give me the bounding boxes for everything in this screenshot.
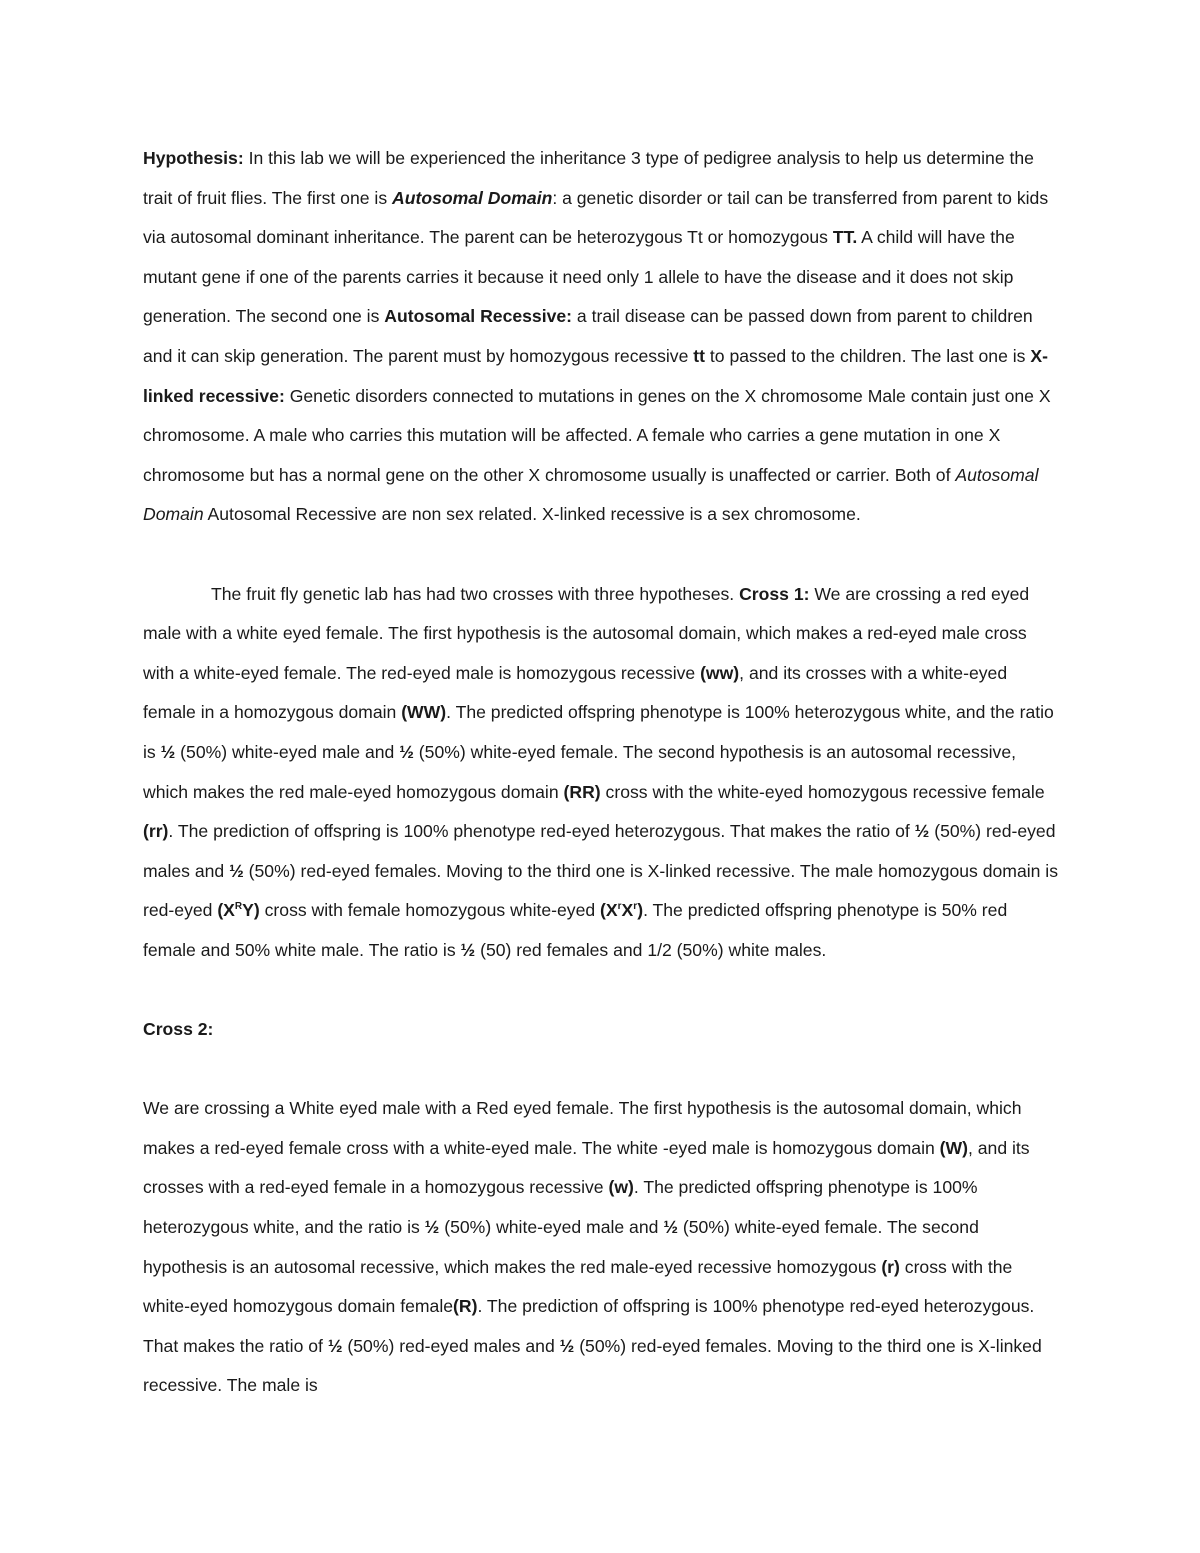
text-run: . The prediction of offspring is 100% phenotype red-eyed heterozygous. That makes the ratio of xyxy=(168,821,915,842)
text-run: (50%) red-eyed males and xyxy=(342,1335,560,1356)
text-run: cross with the white-eyed homozygous domain female xyxy=(143,1256,1013,1317)
genotype-part: Y) xyxy=(242,900,260,921)
text-run: (50%) white-eyed female. The second hypothesis is an autosomal recessive, which makes the red male-eyed recessive homozygous xyxy=(143,1217,979,1277)
hypothesis-paragraph xyxy=(143,139,1060,535)
ratio-half: ½ xyxy=(914,821,930,842)
text-run: to passed to the children. The last one is xyxy=(705,345,1031,366)
text-run: . The prediction of offspring is 100% phenotype red-eyed heterozygous. That makes the ratio of xyxy=(143,1296,1035,1356)
ratio-half: ½ xyxy=(460,939,476,960)
autosomal-domain-term: Autosomal Domain xyxy=(392,187,553,208)
genotype-superscript: r xyxy=(617,901,622,913)
text-run: (50%) red-eyed females. Moving to the third one is X-linked recessive. The male homozygous domain is red-eyed xyxy=(143,860,1059,921)
genotype-r-lower: (r) xyxy=(881,1256,900,1277)
text-run: a trail disease can be passed down from parent to children and it can skip generation. The parent must by homozygous recessive xyxy=(143,306,1033,366)
genotype-ww-lower: (ww) xyxy=(700,662,740,683)
text-run: Autosomal Recessive are non sex related. X-linked recessive is a sex chromosome. xyxy=(203,504,861,525)
cross2-heading: Cross 2: xyxy=(143,1019,214,1040)
ratio-half: ½ xyxy=(663,1217,678,1238)
genotype-superscript: R xyxy=(234,901,243,913)
genotype-rr-lower: (rr) xyxy=(143,821,169,842)
genotype-xry xyxy=(217,900,259,920)
ratio-half: ½ xyxy=(160,741,176,762)
text-run: (50%) white-eyed male and xyxy=(175,741,400,762)
hypothesis-label: Hypothesis: xyxy=(143,148,244,168)
autosomal-recessive-term: Autosomal Recessive: xyxy=(384,306,573,327)
text-run: (50) red females and 1/2 (50%) white males. xyxy=(475,939,827,960)
text-run: (50%) red-eyed females. Moving to the third one is X-linked recessive. The male is xyxy=(143,1335,1042,1396)
cross1-paragraph xyxy=(143,575,1060,971)
genotype-part: (X xyxy=(217,900,235,921)
text-run: . The predicted offspring phenotype is 100% heterozygous white, and the ratio is xyxy=(143,702,1054,762)
ratio-half: ½ xyxy=(559,1335,575,1356)
text-run: . The predicted offspring phenotype is 50% red female and 50% white male. The ratio is xyxy=(143,900,1008,960)
genotype-superscript: r xyxy=(633,901,638,913)
genotype-tt-lower: tt xyxy=(693,345,705,366)
genotype-part: ) xyxy=(637,900,644,921)
text-run: (50%) white-eyed female. The second hypothesis is an autosomal recessive, which makes the red male-eyed homozygous domain xyxy=(143,741,1017,802)
text-run: We are crossing a red eyed male with a white eyed female. The first hypothesis is the autosomal domain, which makes a red-eyed male cross with a white-eyed female. The red-eyed male is homozygous recessive xyxy=(143,583,1030,683)
x-linked-term: X-linked recessive: xyxy=(143,345,1048,406)
genotype-tt-upper: TT. xyxy=(832,227,858,248)
text-run: . The predicted offspring phenotype is 100% heterozygous white, and the ratio is xyxy=(143,1177,978,1238)
cross2-paragraph xyxy=(143,1089,1060,1406)
text-run: (50%) white-eyed male and xyxy=(439,1217,664,1238)
text-run: In this lab we will be experienced the inheritance 3 type of pedigree analysis to help us determine the trait of fruit flies. The first one is xyxy=(143,148,1034,208)
text-run: : a genetic disorder or tail can be transferred from parent to kids via autosomal dominant inheritance. The parent can be heterozygous Tt or homozygous xyxy=(143,187,1049,248)
genotype-ww-upper: (WW) xyxy=(401,702,447,723)
genotype-part: (X xyxy=(600,900,618,921)
genotype-part: X xyxy=(621,900,634,921)
genotype-w-lower: (w) xyxy=(608,1177,634,1198)
genotype-xrxr xyxy=(600,900,643,920)
cross1-label: Cross 1: xyxy=(739,583,810,604)
text-run: A child will have the mutant gene if one of the parents carries it because it need only 1 allele to have the disease and it does not skip generation. The second one is xyxy=(143,227,1015,327)
ratio-half: ½ xyxy=(327,1335,343,1356)
ratio-half: ½ xyxy=(424,1217,440,1238)
ratio-half: ½ xyxy=(229,860,244,881)
genotype-w-upper: (W) xyxy=(939,1137,968,1158)
text-run: (50%) red-eyed males and xyxy=(143,821,1056,881)
autosomal-domain-term-2: Autosomal Domain xyxy=(143,464,1039,525)
text-run: The fruit fly genetic lab has had two crosses with three hypotheses. xyxy=(211,583,740,604)
text-run: We are crossing a White eyed male with a Red eyed female. The first hypothesis is the autosomal domain, which makes a red-eyed female cross with a white-eyed male. The white -eyed male is homozygous domain xyxy=(143,1098,1022,1158)
text-run: , and its crosses with a red-eyed female in a homozygous recessive xyxy=(143,1137,1030,1198)
genotype-r-upper: (R) xyxy=(453,1296,478,1317)
text-run: cross with the white-eyed homozygous recessive female xyxy=(600,781,1045,802)
genotype-rr-upper: (RR) xyxy=(563,781,601,802)
text-run: Genetic disorders connected to mutations in genes on the X chromosome Male contain just one X chromosome. A male who carries this mutation will be affected. A female who carries a gene mutation in one X chromosome but has a normal gene on the other X chromosome usually is unaffected or carrier. Both of xyxy=(143,385,1051,485)
ratio-half: ½ xyxy=(399,741,414,762)
text-run: cross with female homozygous white-eyed xyxy=(259,900,601,921)
text-run: , and its crosses with a white-eyed female in a homozygous domain xyxy=(143,662,1008,723)
